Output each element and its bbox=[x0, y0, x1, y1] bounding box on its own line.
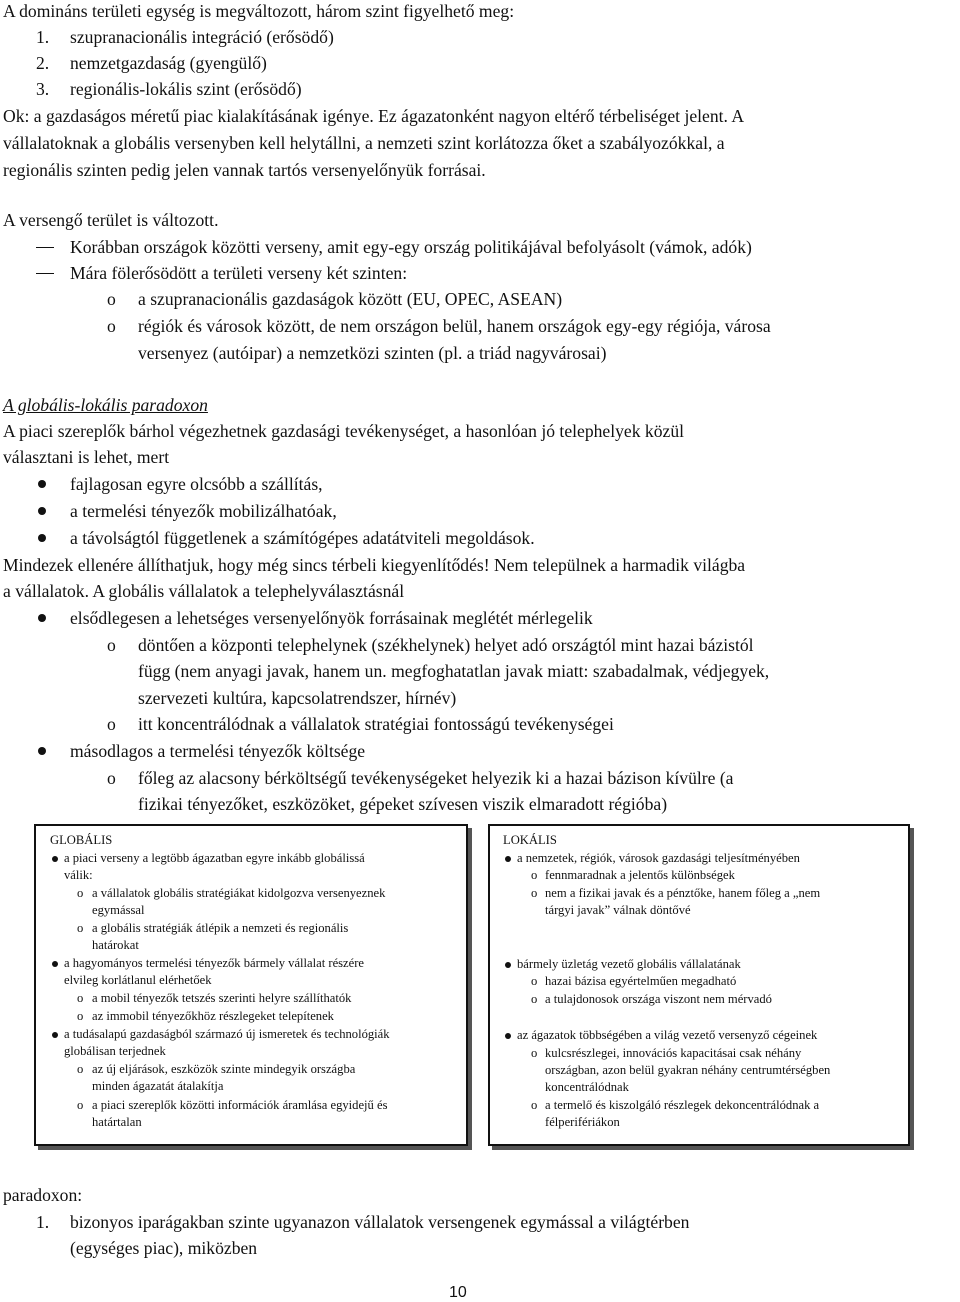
sub-marker: o bbox=[531, 1046, 538, 1060]
reason-line: vállalatoknak a globális versenyben kell helytállni, a nemzeti szint korlátozza őket a szabályozókkal, a bbox=[3, 133, 725, 153]
box-sub-item: koncentrálódnak bbox=[545, 1080, 629, 1094]
page-number: 10 bbox=[449, 1284, 467, 1301]
box-bullet: a hagyományos termelési tényezők bármely vállalat részére bbox=[64, 956, 365, 970]
box-sub-item: a tulajdonosok országa viszont nem mérvadó bbox=[545, 992, 772, 1006]
level-text: szupranacionális integráció (erősödő) bbox=[70, 27, 334, 47]
sub-item: régiók és városok között, de nem országon belül, hanem országok egy-egy régiója, városa bbox=[138, 316, 771, 336]
box-sub-item: tárgyi javak” válnak döntővé bbox=[545, 903, 691, 917]
box-sub-item: a mobil tényezők tetszés szerinti helyre szállíthatók bbox=[92, 991, 352, 1005]
box-sub-item: egymással bbox=[92, 903, 145, 917]
bullet-item: elsődlegesen a lehetséges versenyelőnyök forrásainak meglétét mérlegelik bbox=[70, 608, 593, 628]
paragraph-line: Mindezek ellenére állíthatjuk, hogy még sincs térbeli kiegyenlítődés! Nem települnek a harmadik világba bbox=[3, 555, 746, 575]
bullet-item: másodlagos a termelési tényezők költsége bbox=[70, 741, 366, 761]
paragraph-line: választani is lehet, mert bbox=[3, 447, 170, 467]
box-sub-item: félperifériákon bbox=[545, 1115, 620, 1129]
box-sub-item: minden ágazatát átalakítja bbox=[92, 1079, 224, 1093]
reason-line: regionális szinten pedig jelen vannak tartós versenyelőnyük forrásai. bbox=[3, 160, 486, 180]
box-sub-item: kulcsrészlegei, innovációs kapacitásai csak néhány bbox=[545, 1046, 802, 1060]
bullet-icon bbox=[38, 614, 46, 622]
sub-marker: o bbox=[107, 768, 116, 788]
bullet-icon bbox=[52, 1032, 58, 1038]
bullet-icon bbox=[505, 1033, 511, 1039]
sub-item: döntően a központi telephelynek (székhelynek) helyet adó országtól mint hazai bázistól bbox=[138, 635, 754, 655]
box-bullet: elvileg korlátlanul elérhetőek bbox=[64, 973, 212, 987]
box-sub-item: hazai bázisa egyértelműen megadható bbox=[545, 974, 737, 988]
level-number: 3. bbox=[36, 79, 50, 99]
sub-marker: o bbox=[107, 289, 116, 309]
box-sub-item: a piaci szereplők közötti információk áramlása egyidejű és bbox=[92, 1098, 388, 1112]
sub-marker: o bbox=[107, 316, 116, 336]
bullet-icon bbox=[52, 961, 58, 967]
level-number: 1. bbox=[36, 27, 50, 47]
dash-marker bbox=[36, 273, 54, 274]
sub-item: szervezeti kultúra, kapcsolatrendszer, hírnév) bbox=[138, 688, 457, 708]
box-sub-item: a termelő és kiszolgáló részlegek dekoncentrálódnak a bbox=[545, 1098, 820, 1112]
dash-item: Korábban országok közötti verseny, amit egy-egy ország politikájával befolyásolt (vámok, adók) bbox=[70, 237, 752, 257]
sub-item: fizikai tényezőket, eszközöket, gépeket szívesen viszik elmaradott régióba) bbox=[138, 794, 668, 814]
box-bullet: az ágazatok többségében a világ vezető versenyző cégeinek bbox=[517, 1028, 818, 1042]
bullet-icon bbox=[38, 534, 46, 542]
sub-marker: o bbox=[77, 1062, 84, 1076]
sub-marker: o bbox=[531, 974, 538, 988]
box-bullet: globálisan terjednek bbox=[64, 1044, 166, 1058]
bullet-icon bbox=[38, 480, 46, 488]
bullet-icon bbox=[505, 856, 511, 862]
level-number: 2. bbox=[36, 53, 50, 73]
sub-marker: o bbox=[77, 1098, 84, 1112]
paragraph-line: A piaci szereplők bárhol végezhetnek gazdasági tevékenységet, a hasonlóan jó telephelyek közül bbox=[3, 421, 685, 441]
list-item: (egységes piac), miközben bbox=[70, 1238, 258, 1258]
section-title: A globális-lokális paradoxon bbox=[3, 395, 208, 415]
sub-marker: o bbox=[77, 991, 84, 1005]
box-sub-item: határokat bbox=[92, 938, 139, 952]
box-sub-item: a vállalatok globális stratégiákat kidolgozva versenyeznek bbox=[92, 886, 386, 900]
dash-item: Mára fölerősödött a területi verseny két szinten: bbox=[70, 263, 408, 283]
box-sub-item: a globális stratégiák átlépik a nemzeti és regionális bbox=[92, 921, 349, 935]
sub-item: függ (nem anyagi javak, hanem un. megfoghatatlan javak miatt: szabadalmak, védjegyek, bbox=[138, 661, 770, 681]
bullet-item: a távolságtól függetlenek a számítógépes adatátviteli megoldások. bbox=[70, 528, 535, 548]
sub-marker: o bbox=[531, 886, 538, 900]
sub-marker: o bbox=[531, 868, 538, 882]
dash-marker bbox=[36, 247, 54, 248]
box-bullet: a tudásalapú gazdaságból származó új ismeretek és technológiák bbox=[64, 1027, 390, 1041]
sub-marker: o bbox=[107, 714, 116, 734]
box-sub-item: az új eljárások, eszközök szinte mindegyik országba bbox=[92, 1062, 356, 1076]
sub-marker: o bbox=[77, 886, 84, 900]
bullet-icon bbox=[38, 507, 46, 515]
sub-item: versenyez (autóipar) a nemzetközi szinten (pl. a triád nagyvárosai) bbox=[138, 343, 607, 363]
level-text: nemzetgazdaság (gyengülő) bbox=[70, 53, 267, 73]
bullet-item: fajlagosan egyre olcsóbb a szállítás, bbox=[70, 474, 323, 494]
sub-item: itt koncentrálódnak a vállalatok stratégiai fontosságú tevékenységei bbox=[138, 714, 614, 734]
paragraph-line: a vállalatok. A globális vállalatok a telephelyválasztásnál bbox=[3, 581, 405, 601]
box-sub-item: nem a fizikai javak és a pénztőke, hanem főleg a „nem bbox=[545, 886, 821, 900]
box-sub-item: az immobil tényezőkhöz részlegeket telepítenek bbox=[92, 1009, 334, 1023]
box-bullet: bármely üzletág vezető globális vállalatának bbox=[517, 957, 741, 971]
sub-item: a szupranacionális gazdaságok között (EU, OPEC, ASEAN) bbox=[138, 289, 563, 309]
item-number: 1. bbox=[36, 1212, 50, 1232]
level-text: regionális-lokális szint (erősödő) bbox=[70, 79, 302, 99]
box-bullet: a piaci verseny a legtöbb ágazatban egyre inkább globálissá bbox=[64, 851, 365, 865]
list-item: bizonyos iparágakban szinte ugyanazon vállalatok versengenek egymással a világtérben bbox=[70, 1212, 690, 1232]
sub-item: főleg az alacsony bérköltségű tevékenységeket helyezik ki a hazai bázison kívülre (a bbox=[138, 768, 734, 788]
reason-line: Ok: a gazdaságos méretű piac kialakításának igénye. Ez ágazatonként nagyon eltérő térbeliséget jelent. A bbox=[3, 106, 745, 126]
global-box-title: GLOBÁLIS bbox=[50, 833, 113, 847]
box-sub-item: határtalan bbox=[92, 1115, 142, 1129]
competition-heading: A versengő terület is változott. bbox=[3, 210, 219, 230]
paradox-heading: paradoxon: bbox=[3, 1185, 83, 1205]
sub-marker: o bbox=[531, 992, 538, 1006]
box-bullet: a nemzetek, régiók, városok gazdasági teljesítményében bbox=[517, 851, 800, 865]
sub-marker: o bbox=[77, 1009, 84, 1023]
sub-marker: o bbox=[77, 921, 84, 935]
box-bullet: válik: bbox=[64, 868, 93, 882]
intro-line: A domináns területi egység is megváltozott, három szint figyelhető meg: bbox=[3, 1, 515, 21]
sub-marker: o bbox=[531, 1098, 538, 1112]
sub-marker: o bbox=[107, 635, 116, 655]
box-sub-item: országban, azon belül gyakran néhány centrumtérségben bbox=[545, 1063, 831, 1077]
bullet-icon bbox=[505, 962, 511, 968]
local-box-title: LOKÁLIS bbox=[503, 833, 557, 847]
bullet-icon bbox=[52, 856, 58, 862]
bullet-icon bbox=[38, 747, 46, 755]
bullet-item: a termelési tényezők mobilizálhatóak, bbox=[70, 501, 337, 521]
box-sub-item: fennmaradnak a jelentős különbségek bbox=[545, 868, 735, 882]
